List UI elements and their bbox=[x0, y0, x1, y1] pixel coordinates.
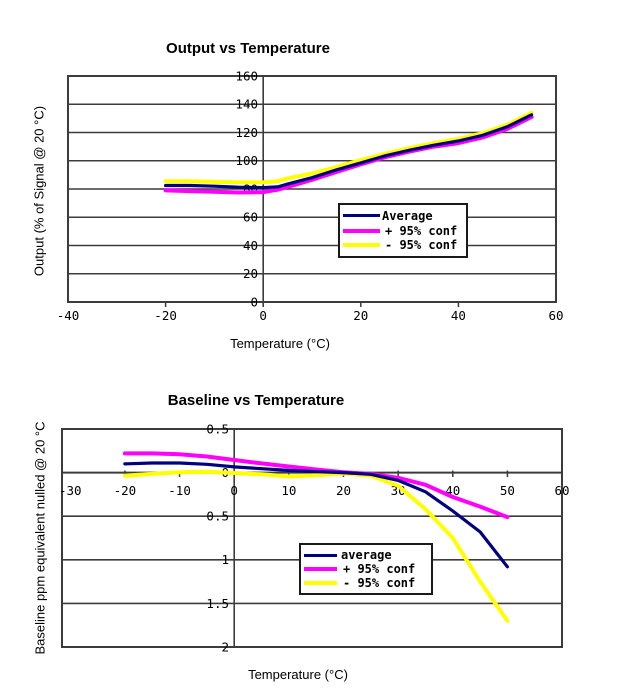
svg-text:20: 20 bbox=[353, 308, 369, 323]
svg-text:10: 10 bbox=[281, 483, 297, 498]
average-line-swatch bbox=[343, 214, 380, 217]
svg-text:-20: -20 bbox=[154, 308, 177, 323]
svg-text:50: 50 bbox=[499, 483, 515, 498]
svg-text:0: 0 bbox=[221, 465, 229, 480]
minus-conf-line-swatch bbox=[343, 243, 380, 247]
legend-label: - 95% conf bbox=[343, 576, 416, 590]
svg-text:40: 40 bbox=[445, 483, 461, 498]
svg-text:-10: -10 bbox=[168, 483, 191, 498]
svg-text:140: 140 bbox=[235, 96, 258, 112]
svg-text:2: 2 bbox=[221, 639, 229, 655]
svg-text:30: 30 bbox=[390, 483, 406, 498]
svg-text:60: 60 bbox=[548, 308, 564, 323]
svg-text:1: 1 bbox=[221, 552, 229, 568]
legend-label: + 95% conf bbox=[385, 223, 458, 238]
legend-label: average bbox=[341, 548, 392, 562]
output-y-axis-title: Output (% of Signal @ 20 °C) bbox=[31, 105, 47, 277]
plus-conf-line-swatch bbox=[304, 567, 337, 571]
svg-text:40: 40 bbox=[450, 308, 466, 323]
svg-text:-30: -30 bbox=[58, 483, 82, 498]
legend-label: Average bbox=[382, 208, 433, 223]
svg-text:100: 100 bbox=[235, 153, 258, 169]
minus-conf-line-swatch bbox=[304, 581, 337, 585]
legend-label: - 95% conf bbox=[385, 238, 458, 253]
svg-text:0: 0 bbox=[250, 294, 258, 310]
legend-item bbox=[343, 225, 463, 237]
svg-text:120: 120 bbox=[235, 124, 258, 140]
svg-text:160: 160 bbox=[235, 68, 258, 84]
legend-item bbox=[304, 549, 428, 561]
average-line-swatch bbox=[304, 554, 337, 557]
svg-text:20: 20 bbox=[242, 266, 258, 282]
legend-item bbox=[304, 563, 428, 575]
plus-conf-line-swatch bbox=[343, 229, 380, 233]
svg-text:80: 80 bbox=[242, 181, 258, 197]
svg-text:0: 0 bbox=[259, 308, 267, 323]
svg-text:60: 60 bbox=[242, 209, 258, 225]
svg-text:20: 20 bbox=[335, 483, 352, 498]
legend-item bbox=[343, 210, 463, 222]
output-x-axis-title: Temperature (°C) bbox=[230, 336, 330, 351]
svg-text:0: 0 bbox=[230, 483, 238, 498]
legend-item bbox=[304, 577, 428, 589]
svg-text:1.5: 1.5 bbox=[206, 595, 229, 611]
svg-text:60: 60 bbox=[554, 483, 570, 498]
baseline-chart-legend bbox=[299, 543, 433, 595]
legend-label: + 95% conf bbox=[343, 562, 416, 576]
output-chart-title: Output vs Temperature bbox=[166, 40, 330, 57]
output-chart-legend bbox=[338, 203, 468, 258]
svg-text:-40: -40 bbox=[56, 308, 80, 323]
legend-item bbox=[343, 239, 463, 251]
baseline-chart-title: Baseline vs Temperature bbox=[167, 392, 345, 409]
svg-text:0.5: 0.5 bbox=[206, 421, 229, 437]
svg-text:40: 40 bbox=[242, 237, 258, 253]
baseline-y-axis-title: Baseline ppm equivalent nulled @ 20 °C bbox=[32, 421, 48, 655]
baseline-x-axis-title: Temperature (°C) bbox=[248, 667, 348, 682]
svg-text:-20: -20 bbox=[113, 483, 137, 498]
svg-text:0.5: 0.5 bbox=[206, 508, 229, 524]
